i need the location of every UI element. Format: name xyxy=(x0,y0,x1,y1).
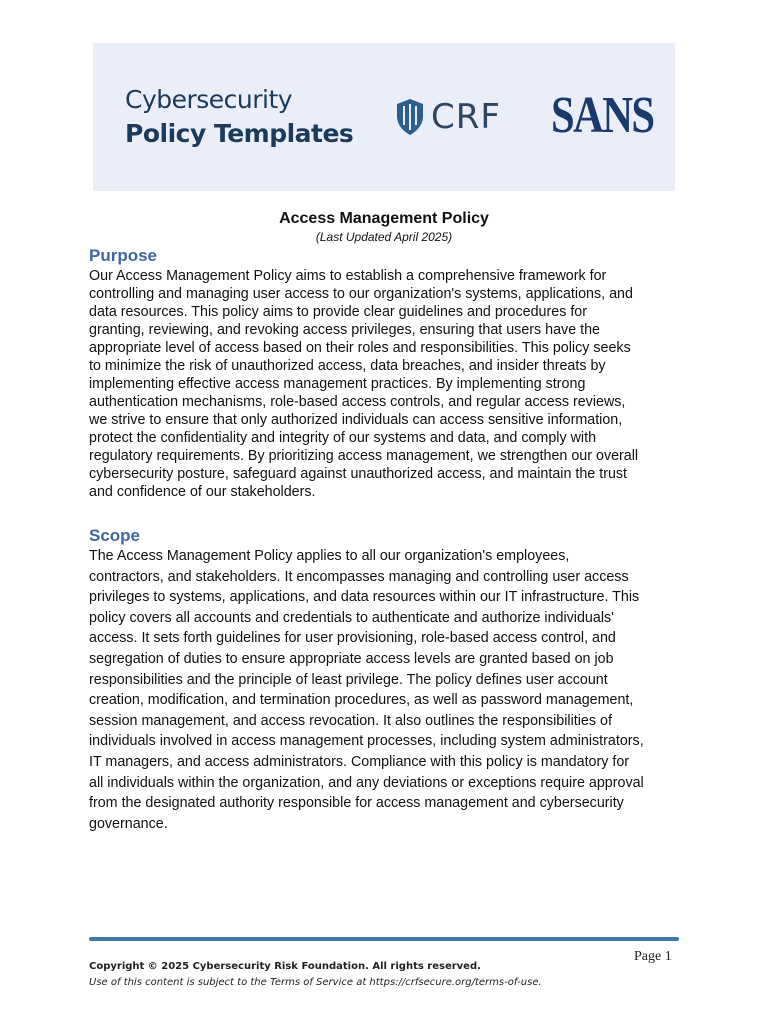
banner-title-line2: Policy Templates xyxy=(125,119,354,148)
paragraph-line: and confidence of our stakeholders. xyxy=(89,484,316,500)
banner-title-line1: Cybersecurity xyxy=(125,85,293,114)
crf-logo xyxy=(395,98,501,136)
paragraph-line: individuals involved in access management processes, including system administrators, xyxy=(89,733,644,750)
purpose-heading: Purpose xyxy=(89,246,158,265)
footer-divider xyxy=(89,937,679,941)
paragraph-line: granting, reviewing, and revoking access privileges, ensuring that users have the xyxy=(89,322,601,338)
paragraph-line: Our Access Management Policy aims to establish a comprehensive framework for xyxy=(89,268,607,284)
paragraph-line: regulatory requirements. By prioritizing access management, we strengthen our overall xyxy=(89,448,639,464)
paragraph-line: all individuals within the organization, and any deviations or exceptions require approval xyxy=(89,774,644,791)
document-title: Access Management Policy xyxy=(279,210,489,227)
scope-paragraph xyxy=(89,546,689,834)
paragraph-line: data resources. This policy aims to provide clear guidelines and procedures for xyxy=(89,304,588,320)
paragraph-line: session management, and access revocation. It also outlines the responsibilities of xyxy=(89,712,612,729)
paragraph-line: The Access Management Policy applies to all our organization's employees, xyxy=(89,548,570,564)
shield-icon xyxy=(395,98,425,136)
paragraph-line: implementing effective access management practices. By implementing strong xyxy=(89,376,586,392)
sans-logo: SANS xyxy=(551,87,654,144)
paragraph-line: IT managers, and access administrators. Compliance with this policy is mandatory for xyxy=(89,753,630,770)
paragraph-line: responsibilities and the principle of least privilege. The policy defines user account xyxy=(89,671,608,688)
paragraph-line: protect the confidentiality and integrity of our systems and data, and comply with xyxy=(89,430,597,446)
paragraph-line: privileges to systems, applications, and data resources within our IT infrastructure. This xyxy=(89,589,640,606)
banner-title xyxy=(125,83,353,151)
document-subtitle: (Last Updated April 2025) xyxy=(315,230,453,244)
paragraph-line: from the designated authority responsible for access management and cybersecurity xyxy=(89,795,624,812)
terms-notice: Use of this content is subject to the Terms of Service at https://crfsecure.org/terms-of-use. xyxy=(89,977,542,988)
paragraph-line: appropriate level of access based on their roles and responsibilities. This policy seeks xyxy=(89,340,631,356)
paragraph-line: controlling and managing user access to our organization's systems, applications, and xyxy=(89,286,633,302)
paragraph-line: segregation of duties to ensure appropriate access levels are granted based on job xyxy=(89,650,614,667)
paragraph-line: contractors, and stakeholders. It encompasses managing and controlling user access xyxy=(89,568,629,585)
paragraph-line: authentication mechanisms, role-based access controls, and regular access reviews, xyxy=(89,394,626,410)
paragraph-line: cybersecurity posture, safeguard against unauthorized access, and maintain the trust xyxy=(89,466,628,482)
paragraph-line: we strive to ensure that only authorized individuals can access sensitive information, xyxy=(89,412,623,428)
header-banner xyxy=(93,43,675,191)
paragraph-line: to minimize the risk of unauthorized access, data breaches, and insider threats by xyxy=(89,358,606,374)
paragraph-line: policy covers all accounts and credentials to authenticate and authorize individuals' xyxy=(89,609,614,626)
paragraph-line: creation, modification, and termination procedures, as well as password management, xyxy=(89,692,634,709)
crf-logo-text: CRF xyxy=(431,97,501,137)
copyright-notice: Copyright © 2025 Cybersecurity Risk Foundation. All rights reserved. xyxy=(89,961,481,972)
paragraph-line: access. It sets forth guidelines for user provisioning, role-based access control, and xyxy=(89,630,616,647)
purpose-paragraph xyxy=(89,267,689,501)
page-number: Page 1 xyxy=(634,949,672,964)
paragraph-line: governance. xyxy=(89,815,168,832)
scope-heading: Scope xyxy=(89,526,141,545)
